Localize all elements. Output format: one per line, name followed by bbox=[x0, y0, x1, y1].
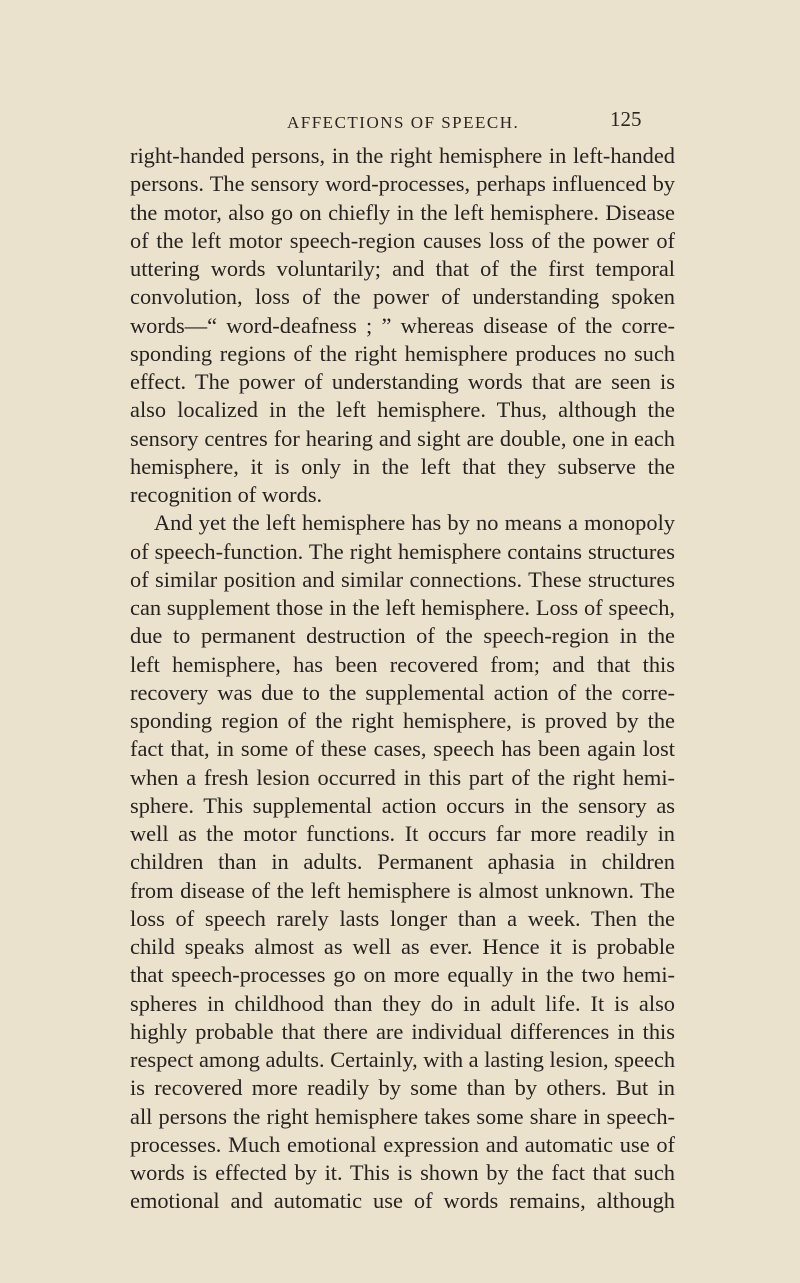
text-line: children than in adults. Permanent aphasia in children bbox=[130, 849, 675, 875]
text-line: is recovered more readily by some than by others. But in bbox=[130, 1075, 675, 1101]
text-line: child speaks almost as well as ever. Hence it is probable bbox=[130, 934, 675, 959]
text-line: right-handed persons, in the right hemisphere in left-handed bbox=[130, 143, 675, 168]
text-line: convolution, loss of the power of understanding spoken bbox=[130, 284, 675, 310]
text-line: processes. Much emotional expression and automatic use of bbox=[130, 1131, 675, 1157]
text-line: can supplement those in the left hemisphere. Loss of speech, bbox=[130, 595, 675, 620]
text-line: sponding regions of the right hemisphere produces no such bbox=[130, 340, 675, 366]
text-line: words—“ word-deafness ; ” whereas disease of the corre- bbox=[130, 312, 675, 338]
text-line: hemisphere, it is only in the left that they subserve the bbox=[130, 453, 675, 479]
text-line: all persons the right hemisphere takes some share in speech- bbox=[130, 1103, 675, 1129]
body-text bbox=[130, 142, 675, 1216]
text-line: of the left motor speech-region causes loss of the power of bbox=[130, 227, 675, 253]
text-line: left hemisphere, has been recovered from; and that this bbox=[130, 651, 675, 677]
text-line: due to permanent destruction of the speech-region in the bbox=[130, 623, 675, 649]
running-head bbox=[0, 107, 800, 137]
text-line: sensory centres for hearing and sight are double, one in each bbox=[130, 425, 675, 451]
text-line: sponding region of the right hemisphere, is proved by the bbox=[130, 708, 675, 733]
text-line: effect. The power of understanding words that are seen is bbox=[130, 369, 675, 394]
running-title: AFFECTIONS OF SPEECH. bbox=[287, 113, 520, 132]
text-line: also localized in the left hemisphere. Thus, although the bbox=[130, 397, 675, 423]
text-line: emotional and automatic use of words remains, although bbox=[130, 1188, 675, 1214]
page-number: 125 bbox=[610, 107, 642, 131]
text-line: fact that, in some of these cases, speech has been again lost bbox=[130, 736, 675, 762]
text-line: sphere. This supplemental action occurs in the sensory as bbox=[130, 792, 675, 818]
text-line: uttering words voluntarily; and that of the first temporal bbox=[130, 256, 675, 281]
text-line: words is effected by it. This is shown by the fact that such bbox=[130, 1160, 675, 1185]
text-line: loss of speech rarely lasts longer than a week. Then the bbox=[130, 905, 675, 931]
text-line: that speech-processes go on more equally in the two hemi- bbox=[130, 962, 675, 988]
text-line: highly probable that there are individual differences in this bbox=[130, 1018, 675, 1044]
text-line: of similar position and similar connections. These structures bbox=[130, 566, 675, 592]
paragraph-first-line: And yet the left hemisphere has by no means a monopoly bbox=[154, 510, 675, 536]
text-line: persons. The sensory word-processes, perhaps influenced by bbox=[130, 171, 675, 197]
text-line: spheres in childhood than they do in adult life. It is also bbox=[130, 990, 675, 1016]
text-line: recovery was due to the supplemental action of the corre- bbox=[130, 679, 675, 705]
text-line: well as the motor functions. It occurs far more readily in bbox=[130, 821, 675, 846]
text-line: from disease of the left hemisphere is almost unknown. The bbox=[130, 877, 675, 903]
text-line: the motor, also go on chiefly in the left hemisphere. Disease bbox=[130, 199, 675, 225]
text-line: respect among adults. Certainly, with a lasting lesion, speech bbox=[130, 1047, 676, 1072]
text-line: of speech-function. The right hemisphere contains structures bbox=[130, 538, 675, 564]
text-line: when a fresh lesion occurred in this part of the right hemi- bbox=[130, 764, 675, 790]
paragraph-end-line: recognition of words. bbox=[130, 482, 323, 507]
